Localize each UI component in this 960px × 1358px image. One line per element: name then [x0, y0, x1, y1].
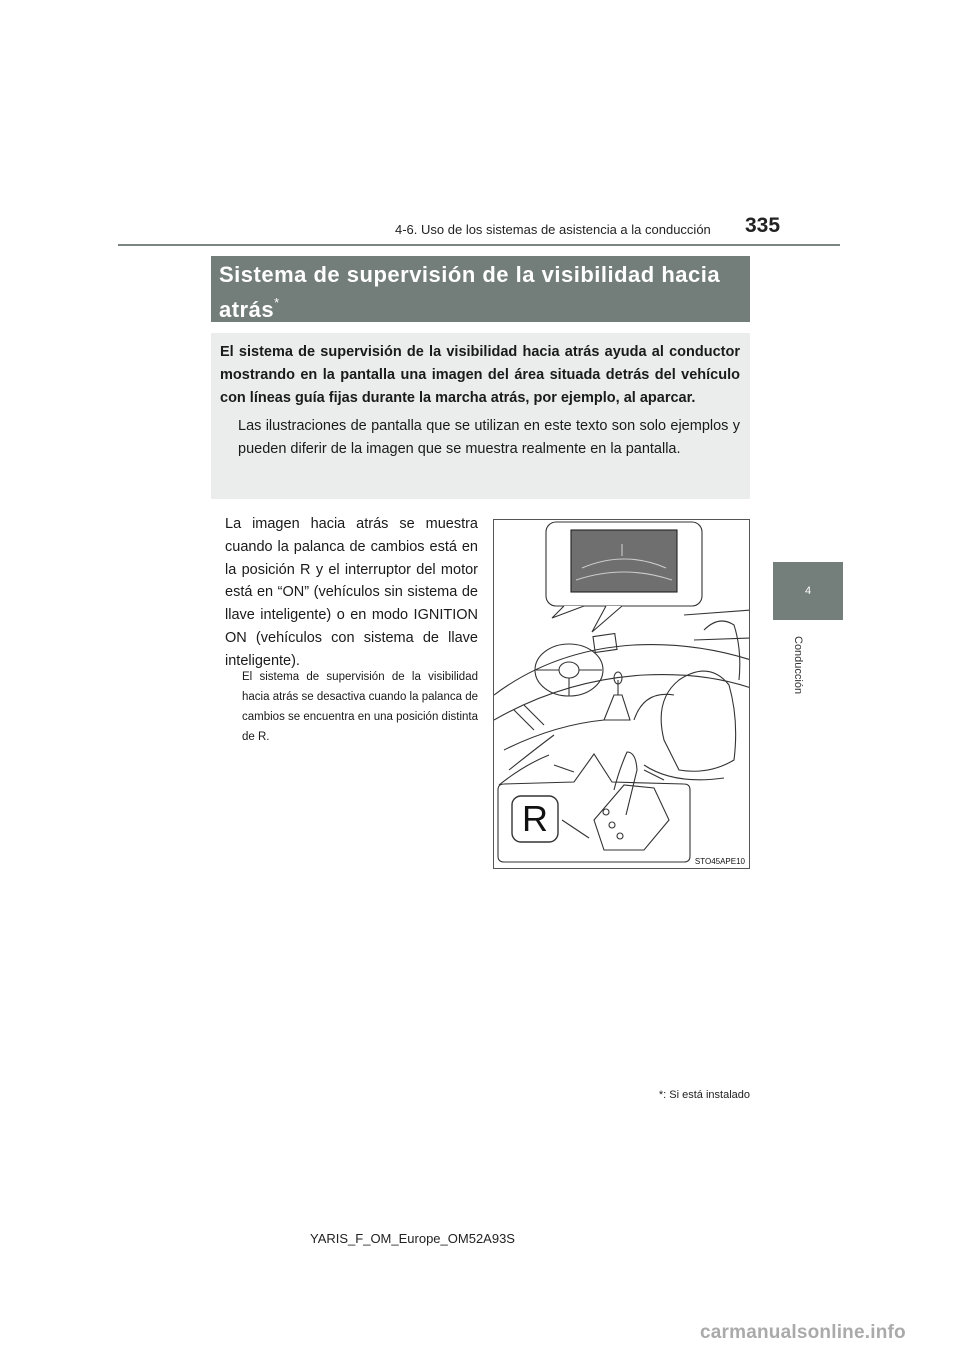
- watermark: carmanualsonline.info: [700, 1322, 906, 1343]
- page-number: 335: [745, 214, 781, 237]
- section-title: Sistema de supervisión de la visibilidad hacia atrás: [219, 262, 721, 322]
- installed-marker: *: [274, 295, 280, 310]
- header-divider: [118, 244, 840, 246]
- document-code: YARIS_F_OM_Europe_OM52A93S: [310, 1231, 515, 1246]
- section-title-bar: [211, 256, 750, 322]
- illustration-code: STO45APE10: [694, 857, 745, 866]
- intro-box: [211, 333, 750, 499]
- body-paragraph: La imagen hacia atrás se muestra cuando la palanca de cambios está en la posición R y el interruptor del motor está en “ON” (vehículos sin sistema de llave inteligente) o en modo IGNITION ON (vehículos con sistema de llave inteligente).: [225, 516, 478, 669]
- dashboard-illustration: [493, 519, 750, 869]
- header-section-title: 4-6. Uso de los sistemas de asistencia a la conducción: [395, 222, 711, 237]
- intro-note: Las ilustraciones de pantalla que se utilizan en este texto son solo ejemplos y pueden diferir de la imagen que se muestra realmente en la pantalla.: [238, 418, 740, 457]
- body-note: El sistema de supervisión de la visibilidad hacia atrás se desactiva cuando la palanca de cambios se encuentra en una posición distinta de R.: [242, 671, 478, 743]
- footnote: *: Si está instalado: [658, 1089, 750, 1101]
- chapter-tab: [773, 562, 843, 620]
- intro-summary: El sistema de supervisión de la visibilidad hacia atrás ayuda al conductor mostrando en la pantalla una imagen del área situada detrás del vehículo con líneas guía fijas durante la marcha atrás, por ejemplo, al aparcar.: [220, 344, 740, 406]
- chapter-number: 4: [804, 585, 812, 597]
- chapter-label: Conducción: [792, 635, 804, 695]
- gear-r-label: R: [522, 798, 548, 839]
